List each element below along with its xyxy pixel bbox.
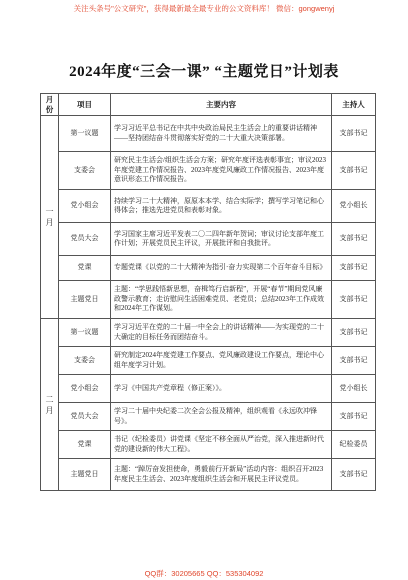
table-row (41, 152, 376, 190)
row-content: 学习习近平总书记在中共中央政治局民主生活会上的重要讲话精神——坚持团结奋斗贯彻落实好党的二十大重大决策部署。 (111, 116, 332, 152)
top-banner: 关注头条号"公文研究"，获得最新最全最专业的公文资料库！ 微信：gongwenyj (73, 4, 335, 13)
row-host: 支部书记 (332, 403, 376, 431)
row-content: 主题：“学思践悟新思想，奋楫笃行启新程”，开展“春节”期间党风廉政警示教育；走访慰问生活困难党员、老党员；总结2023年工作成效和2024年工作谋划。 (111, 281, 332, 319)
page-title: 2024年度“三会一课” “主题党日”计划表 (69, 64, 339, 80)
row-content: 学习《中国共产党章程（修正案）》。 (111, 375, 332, 403)
month-cell-jan: 一月 (41, 116, 59, 319)
row-host: 支部书记 (332, 256, 376, 281)
table-row (41, 375, 376, 403)
row-item: 党员大会 (59, 403, 111, 431)
table-row (41, 223, 376, 256)
row-item: 党课 (59, 431, 111, 459)
bottom-banner: QQ群：30205665 QQ：535304092 (144, 569, 264, 578)
row-content: 研究民主生活会/组织生活会方案；研究年度评选表彰事宜；审议2023年度党建工作情况报告、2023年度党风廉政工作情况报告、2023年度意识形态工作情况报告。 (111, 152, 332, 190)
row-host: 支部书记 (332, 152, 376, 190)
table-header-row (41, 94, 376, 116)
table-row (41, 190, 376, 223)
table-row (41, 459, 376, 491)
table-row (41, 281, 376, 319)
month-cell-feb: 二月 (41, 319, 59, 491)
row-item: 党课 (59, 256, 111, 281)
row-content: 学习二十届中央纪委二次全会公报及精神，组织观看《永远吹冲锋号》。 (111, 403, 332, 431)
row-content: 持续学习二十大精神，原原本本学、结合实际学；撰写学习笔记和心得体会；推选先进党员和表彰对象。 (111, 190, 332, 223)
table-row (41, 256, 376, 281)
row-host: 支部书记 (332, 281, 376, 319)
row-item: 主题党日 (59, 459, 111, 491)
row-item: 党员大会 (59, 223, 111, 256)
table-row (41, 319, 376, 347)
row-host: 支部书记 (332, 223, 376, 256)
header-month: 月份 (41, 94, 59, 116)
plan-table (40, 93, 376, 491)
row-host: 纪检委员 (332, 431, 376, 459)
header-host: 主持人 (332, 94, 376, 116)
row-content: 主题：“踔厉奋发担使命，勇毅前行开新局”活动内容：组织召开2023年度民主生活会、2023年度组织生活会和开展民主评议党员。 (111, 459, 332, 491)
row-host: 支部书记 (332, 347, 376, 375)
row-host: 党小组长 (332, 190, 376, 223)
table-row (41, 347, 376, 375)
row-item: 党小组会 (59, 190, 111, 223)
row-item: 第一议题 (59, 319, 111, 347)
header-item: 项目 (59, 94, 111, 116)
row-content: 学习国家主席习近平发表二〇二四年新年贺词；审议讨论支部年度工作计划；开展党员民主评议，开展批评和自我批评。 (111, 223, 332, 256)
row-content: 学习习近平在党的二十届一中全会上的讲话精神——为实现党的二十大确定的目标任务而团结奋斗。 (111, 319, 332, 347)
row-content: 书记（纪检委员）讲党课《坚定不移全面从严治党，深入推进新时代党的建设新的伟大工程》。 (111, 431, 332, 459)
row-item: 支委会 (59, 152, 111, 190)
row-content: 研究制定2024年度党建工作要点、党风廉政建设工作要点，理论中心组年度学习计划。 (111, 347, 332, 375)
row-host: 支部书记 (332, 319, 376, 347)
row-host: 支部书记 (332, 459, 376, 491)
row-content: 专题党课《以党的二十大精神为指引·奋力实现第二个百年奋斗目标》 (111, 256, 332, 281)
row-host: 党小组长 (332, 375, 376, 403)
row-item: 第一议题 (59, 116, 111, 152)
table-row (41, 403, 376, 431)
row-host: 支部书记 (332, 116, 376, 152)
table-row (41, 116, 376, 152)
table-row (41, 431, 376, 459)
row-item: 主题党日 (59, 281, 111, 319)
header-content: 主要内容 (111, 94, 332, 116)
row-item: 支委会 (59, 347, 111, 375)
row-item: 党小组会 (59, 375, 111, 403)
